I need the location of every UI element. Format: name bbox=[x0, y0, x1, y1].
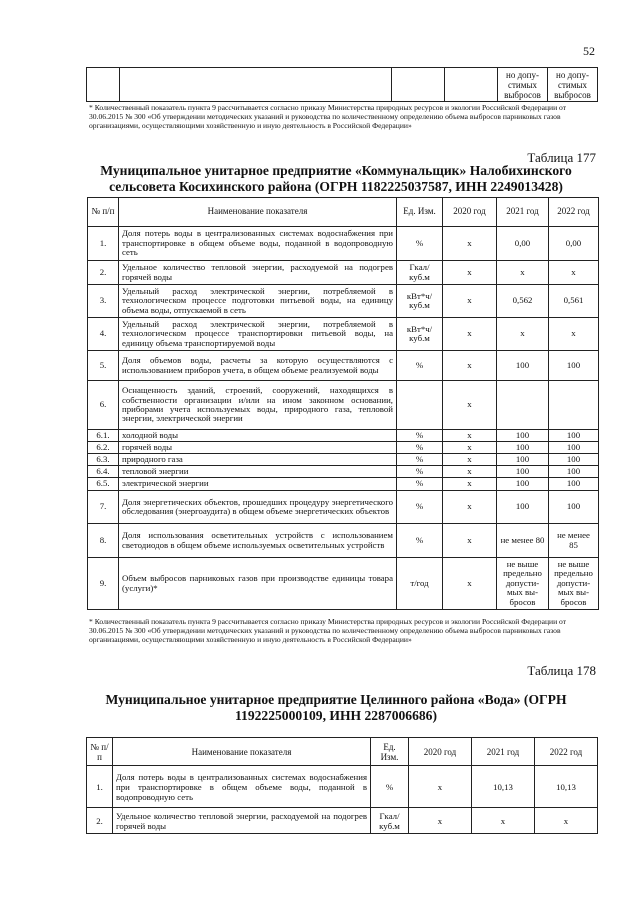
cell-y2020: х bbox=[443, 227, 497, 261]
cell-y2020: х bbox=[409, 808, 472, 834]
cell-y2020: х bbox=[443, 558, 497, 610]
cell-y2022: не выше предельно допусти-мых вы-бросов bbox=[549, 558, 599, 610]
cell-y2022: 100 bbox=[549, 491, 599, 524]
table-row bbox=[87, 766, 598, 808]
cell-name: горячей воды bbox=[119, 442, 397, 454]
table-178-caption: Таблица 178 bbox=[527, 663, 596, 678]
cell-y2020: х bbox=[443, 381, 497, 430]
cell-y2022: 0,00 bbox=[549, 227, 599, 261]
cell-y2020: х bbox=[443, 430, 497, 442]
cell-unit: % bbox=[397, 491, 443, 524]
cell-y2022: 0,561 bbox=[549, 285, 599, 318]
cell-name: Удельное количество тепловой энергии, расходуемой на подогрев горячей воды bbox=[119, 261, 397, 285]
cell-unit: Гкал/ куб.м bbox=[371, 808, 409, 834]
table-row bbox=[88, 491, 599, 524]
cell-num: 5. bbox=[88, 351, 119, 381]
cell-num: 6.2. bbox=[88, 442, 119, 454]
cell-name: Доля использования осветительных устройств с использованием светодиодов в общем объеме используемых осветительных устройств bbox=[119, 524, 397, 558]
cell-y2021: 100 bbox=[497, 454, 549, 466]
header-num: № п/п bbox=[88, 198, 119, 227]
table-row bbox=[88, 430, 599, 442]
cell-y2021: 0,00 bbox=[497, 227, 549, 261]
cell-name: Объем выбросов парниковых газов при производстве единицы товара (услуги)* bbox=[119, 558, 397, 610]
header-2022: 2022 год bbox=[549, 198, 599, 227]
page-number: 52 bbox=[583, 44, 595, 58]
footnote-1: * Количественный показатель пункта 9 рассчитывается согласно приказу Министерства природных ресурсов и экологии Российской Федерации от 30.06.2015 № 300 «Об утверждении методических указаний и руководства по количественному определению объема выбросов парниковых газов организациями, осуществляющими хозяйственную и иную деятельность в Российской Федерации» bbox=[89, 103, 567, 130]
table-178 bbox=[86, 737, 598, 834]
cell-num: 2. bbox=[88, 261, 119, 285]
table-176-fragment bbox=[86, 67, 598, 102]
header-num: № п/п bbox=[87, 738, 113, 766]
cell-y2020: х bbox=[443, 491, 497, 524]
table-177-caption: Таблица 177 bbox=[527, 150, 596, 165]
table-row bbox=[88, 454, 599, 466]
cell-num: 4. bbox=[88, 318, 119, 351]
cell-unit: % bbox=[397, 524, 443, 558]
cell-unit: кВт*ч/ куб.м bbox=[397, 285, 443, 318]
cell-num: 6. bbox=[88, 381, 119, 430]
cell-y2020: х bbox=[443, 478, 497, 491]
cell-name: Удельный расход электрической энергии, потребляемой в технологическом процессе подготовки питьевой воды, на единицу объема воды, отпускаемой в сеть bbox=[119, 285, 397, 318]
table-178-title: Муниципальное унитарное предприятие Целинного района «Вода» (ОГРН 1192225000109, ИНН 2287006686) bbox=[105, 692, 567, 723]
cell-y2022: 100 bbox=[549, 478, 599, 491]
cell-num: 6.5. bbox=[88, 478, 119, 491]
table-row bbox=[88, 478, 599, 491]
cell-y2022: 100 bbox=[549, 454, 599, 466]
cell-name: Доля энергетических объектов, прошедших процедуру энергетического обследования (энергоаудита) в общем объеме энергетических объектов bbox=[119, 491, 397, 524]
cell-2021: но допу-стимых выбросов bbox=[498, 68, 548, 102]
cell-num: 6.1. bbox=[88, 430, 119, 442]
cell-name: природного газа bbox=[119, 454, 397, 466]
cell-unit: Гкал/ куб.м bbox=[397, 261, 443, 285]
cell-num: 1. bbox=[88, 227, 119, 261]
header-unit: Ед. Изм. bbox=[397, 198, 443, 227]
cell-y2020: х bbox=[443, 351, 497, 381]
cell-y2021: х bbox=[497, 318, 549, 351]
cell-y2021: 100 bbox=[497, 466, 549, 478]
table-row bbox=[87, 68, 598, 102]
header-2022: 2022 год bbox=[535, 738, 598, 766]
cell-num: 9. bbox=[88, 558, 119, 610]
cell-y2022: 10,13 bbox=[535, 766, 598, 808]
cell-y2022: 100 bbox=[549, 466, 599, 478]
cell-y2020: х bbox=[443, 524, 497, 558]
cell-unit: % bbox=[397, 351, 443, 381]
cell-y2022: 100 bbox=[549, 430, 599, 442]
cell-y2022: х bbox=[535, 808, 598, 834]
cell-y2022: х bbox=[549, 261, 599, 285]
cell-unit bbox=[397, 381, 443, 430]
cell-y2021: не менее 80 bbox=[497, 524, 549, 558]
table-row bbox=[88, 227, 599, 261]
header-2020: 2020 год bbox=[409, 738, 472, 766]
table-header-row bbox=[87, 738, 598, 766]
cell-y2021: 0,562 bbox=[497, 285, 549, 318]
header-name: Наименование показателя bbox=[119, 198, 397, 227]
cell-name: Доля потерь воды в централизованных системах водоснабжения при транспортировке в общем объеме воды, поданной в водопроводную сеть bbox=[113, 766, 371, 808]
cell-y2022: 100 bbox=[549, 442, 599, 454]
table-row bbox=[87, 808, 598, 834]
cell-unit: % bbox=[397, 227, 443, 261]
cell-num: 8. bbox=[88, 524, 119, 558]
cell-name: электрической энергии bbox=[119, 478, 397, 491]
table-row bbox=[88, 442, 599, 454]
footnote-2: * Количественный показатель пункта 9 рассчитывается согласно приказу Министерства природных ресурсов и экологии Российской Федерации от 30.06.2015 № 300 «Об утверждении методических указаний и руководства по количественному определению объема выбросов парниковых газов организациями, осуществляющими хозяйственную и иную деятельность в Российской Федерации» bbox=[89, 617, 567, 644]
cell-2022: но допу-стимых выбросов bbox=[548, 68, 598, 102]
cell-num: 1. bbox=[87, 766, 113, 808]
cell-y2020: х bbox=[443, 261, 497, 285]
cell-y2021: 100 bbox=[497, 351, 549, 381]
cell-y2021: не выше предельно допусти-мых вы-бросов bbox=[497, 558, 549, 610]
cell-y2020: х bbox=[409, 766, 472, 808]
cell-y2020: х bbox=[443, 285, 497, 318]
table-row bbox=[88, 381, 599, 430]
cell-num: 2. bbox=[87, 808, 113, 834]
cell-y2021: 100 bbox=[497, 442, 549, 454]
cell-unit: т/год bbox=[397, 558, 443, 610]
cell-num: 6.4. bbox=[88, 466, 119, 478]
cell-unit: % bbox=[397, 466, 443, 478]
table-177-title: Муниципальное унитарное предприятие «Коммунальщик» Налобихинского сельсовета Косихинского района (ОГРН 1182225037587, ИНН 2249013428) bbox=[100, 163, 572, 194]
cell-name: Удельный расход электрической энергии, потребляемой в технологическом процессе транспортировки питьевой воды, на единицу объема транспортируемой воды bbox=[119, 318, 397, 351]
cell-num: 3. bbox=[88, 285, 119, 318]
cell-y2021: х bbox=[472, 808, 535, 834]
cell-name: Доля потерь воды в централизованных системах водоснабжения при транспортировке в общем объеме воды, поданной в водопроводную сеть bbox=[119, 227, 397, 261]
cell-y2021: 100 bbox=[497, 478, 549, 491]
header-unit: Ед. Изм. bbox=[371, 738, 409, 766]
cell-num: 7. bbox=[88, 491, 119, 524]
cell-y2022 bbox=[549, 381, 599, 430]
cell-y2020: х bbox=[443, 442, 497, 454]
cell-name: тепловой энергии bbox=[119, 466, 397, 478]
table-row bbox=[88, 261, 599, 285]
cell-y2020: х bbox=[443, 318, 497, 351]
header-2021: 2021 год bbox=[472, 738, 535, 766]
cell-unit: % bbox=[397, 454, 443, 466]
header-2020: 2020 год bbox=[443, 198, 497, 227]
cell-name: Оснащенность зданий, строений, сооружений, находящихся в собственности организации и/или на ином законном основании, приборами учета используемых воды, природного газа, тепловой энергии, электрической энергии bbox=[119, 381, 397, 430]
cell-name: Доля объемов воды, расчеты за которую осуществляются с использованием приборов учета, в общем объеме реализуемой воды bbox=[119, 351, 397, 381]
cell-y2021: х bbox=[497, 261, 549, 285]
cell-y2021 bbox=[497, 381, 549, 430]
cell-y2020: х bbox=[443, 454, 497, 466]
cell-unit: % bbox=[371, 766, 409, 808]
cell-name: Удельное количество тепловой энергии, расходуемой на подогрев горячей воды bbox=[113, 808, 371, 834]
table-row bbox=[88, 466, 599, 478]
header-name: Наименование показателя bbox=[113, 738, 371, 766]
cell-num: 6.3. bbox=[88, 454, 119, 466]
table-row bbox=[88, 351, 599, 381]
cell-y2022: 100 bbox=[549, 351, 599, 381]
cell-y2020: х bbox=[443, 466, 497, 478]
table-header-row bbox=[88, 198, 599, 227]
table-row bbox=[88, 558, 599, 610]
cell-name: холодной воды bbox=[119, 430, 397, 442]
table-row bbox=[88, 285, 599, 318]
cell-y2021: 10,13 bbox=[472, 766, 535, 808]
cell-unit: кВт*ч/ куб.м bbox=[397, 318, 443, 351]
cell-y2022: х bbox=[549, 318, 599, 351]
table-row bbox=[88, 524, 599, 558]
cell-unit: % bbox=[397, 442, 443, 454]
cell-unit: % bbox=[397, 478, 443, 491]
cell-unit: % bbox=[397, 430, 443, 442]
cell-y2021: 100 bbox=[497, 430, 549, 442]
cell-y2022: не менее 85 bbox=[549, 524, 599, 558]
cell-y2021: 100 bbox=[497, 491, 549, 524]
header-2021: 2021 год bbox=[497, 198, 549, 227]
table-177 bbox=[87, 197, 599, 610]
table-row bbox=[88, 318, 599, 351]
